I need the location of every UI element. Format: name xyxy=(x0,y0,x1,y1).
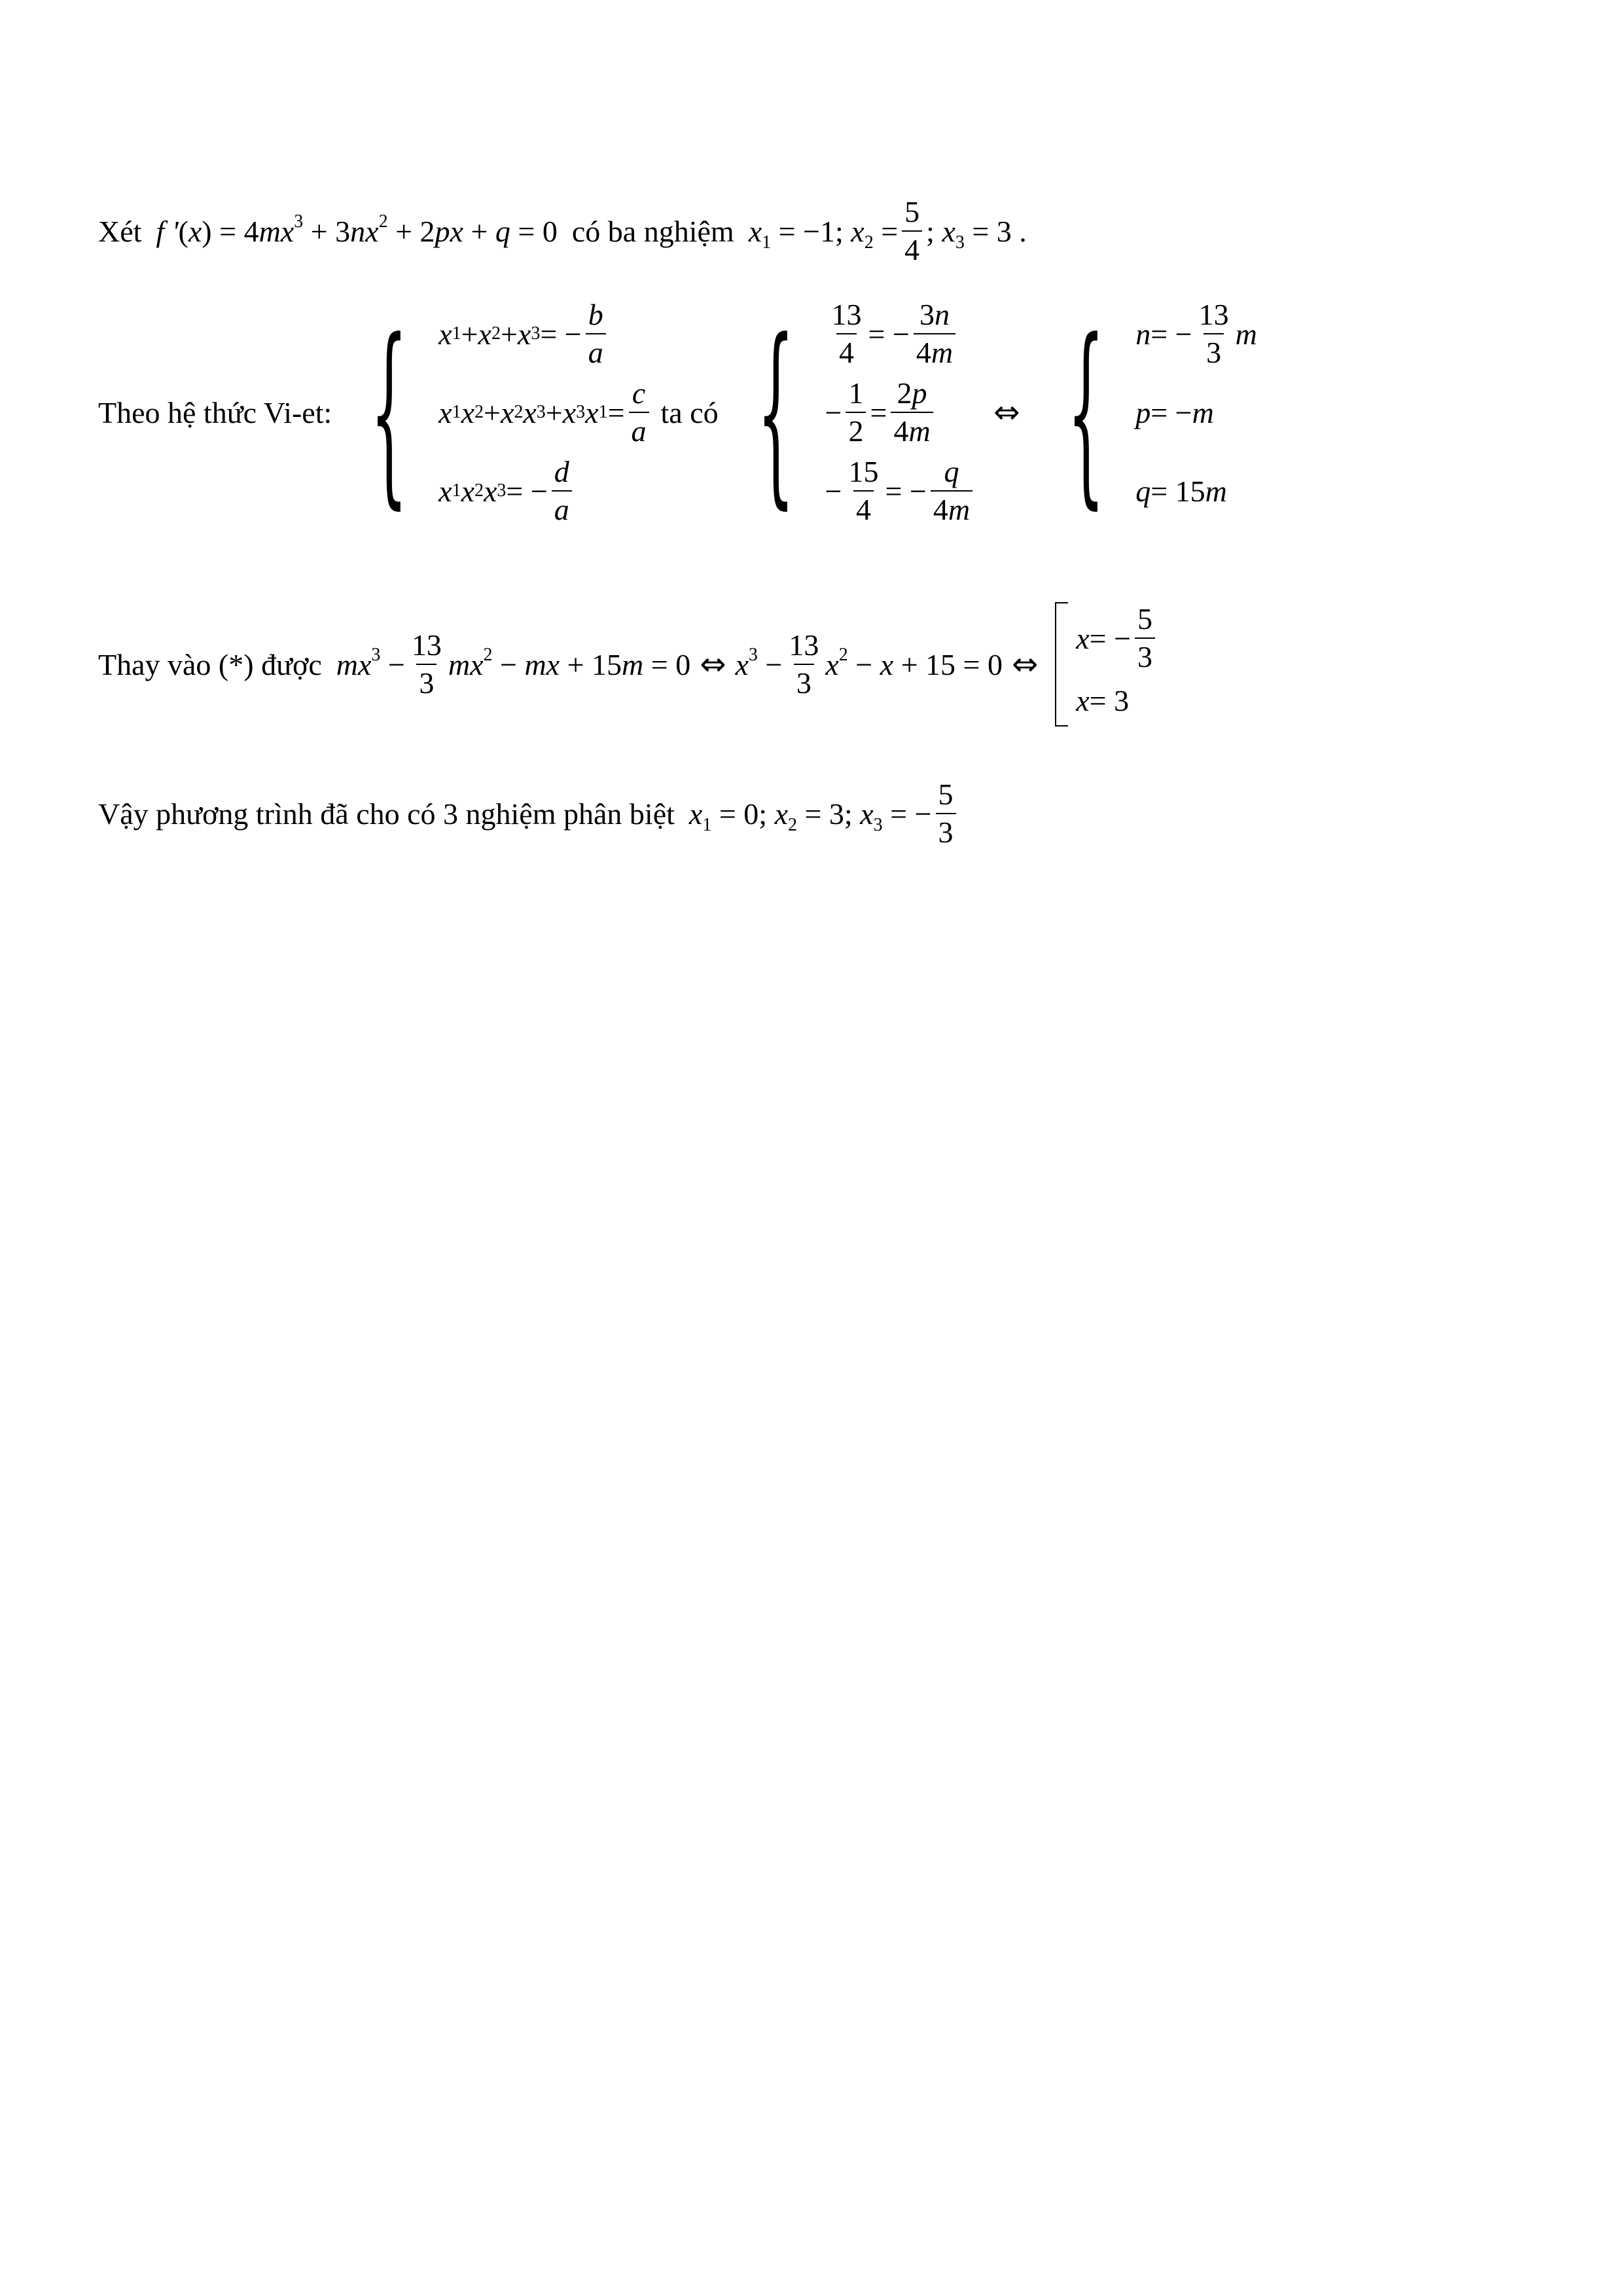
derivative-line: Xét f '$(x) = 4mx^3 + 3nx^2 + 2px + q = 0$ có ba nghiệm $x_1 = -1$; $x_2$ = $\frac{5}{4}$ ; $x_3 = 3$ . xyxy=(98,195,1027,267)
label-taco: ta có xyxy=(660,395,719,429)
solution-bracket: x = − $\frac{5}{3}$ x = 3 xyxy=(1055,602,1159,726)
substitution-line: Thay vào (*) được $mx^3$ − $\frac{13}{3}$ $mx^2$ − mx + 15m = 0 ⇔ $x^3$ − $\frac{13}{3}$ $x^2 - x + 15 = 0$ ⇔ x = − $\frac{5}{3}$ x = 3 xyxy=(98,602,1167,726)
coefficient-system: { $\frac{13}{4}$ = − $\frac{3n}{4m}$ − $\frac{1}{2}$ = $\frac{2p}{4m}$ − $\frac{15}{4}$ = − $\frac{q}{4m}$ xyxy=(726,295,976,530)
roots-expression: $x_1 = -1$; $x_2$ = xyxy=(748,214,899,253)
equivalence-icon: ⇔ xyxy=(993,394,1020,431)
equivalence-icon: ⇔ xyxy=(1012,646,1039,683)
label-xet: Xét xyxy=(98,214,142,248)
left-brace-icon: { xyxy=(757,298,794,526)
conclusion-line: Vậy phương trình đã cho có 3 nghiệm phân biệt $x_1 = 0$; $x_2 = 3$; $x_3$ = − $\frac{5}{3}$ xyxy=(98,779,960,849)
derivative-equation: f '$(x) = 4mx^3 + 3nx^2 + 2px + q = 0$ xyxy=(156,211,558,248)
vieta-system: { x 1 + x 2 + x 3 = − $\frac{b}{a}$ x 1 x 2 + x 2 x 3 + x 3 x 1 = $\frac{c}{a}$ x 1 x 2 x 3 = − $\frac{d}{a}$ xyxy=(340,295,652,530)
label-theo: Theo hệ thức Vi-et: xyxy=(98,395,332,429)
left-brace-icon: { xyxy=(370,298,408,526)
final-roots: $x_1 = 0$; $x_2 = 3$; $x_3$ = − xyxy=(688,797,932,835)
left-brace-icon: { xyxy=(1067,298,1105,526)
left-bracket-icon xyxy=(1055,602,1068,726)
equivalence-icon: ⇔ xyxy=(700,646,726,683)
solution-system: { n = − $\frac{13}{3}$ m p = − m q = 15 m xyxy=(1037,295,1257,530)
vieta-line xyxy=(98,295,1265,530)
fraction-5-4: $\frac{5}{4}$ xyxy=(902,196,922,266)
label-thay: Thay vào (*) được xyxy=(98,647,322,681)
label-vay: Vậy phương trình đã cho có 3 nghiệm phân biệt xyxy=(98,797,675,831)
label-coba: có ba nghiệm xyxy=(571,214,734,248)
